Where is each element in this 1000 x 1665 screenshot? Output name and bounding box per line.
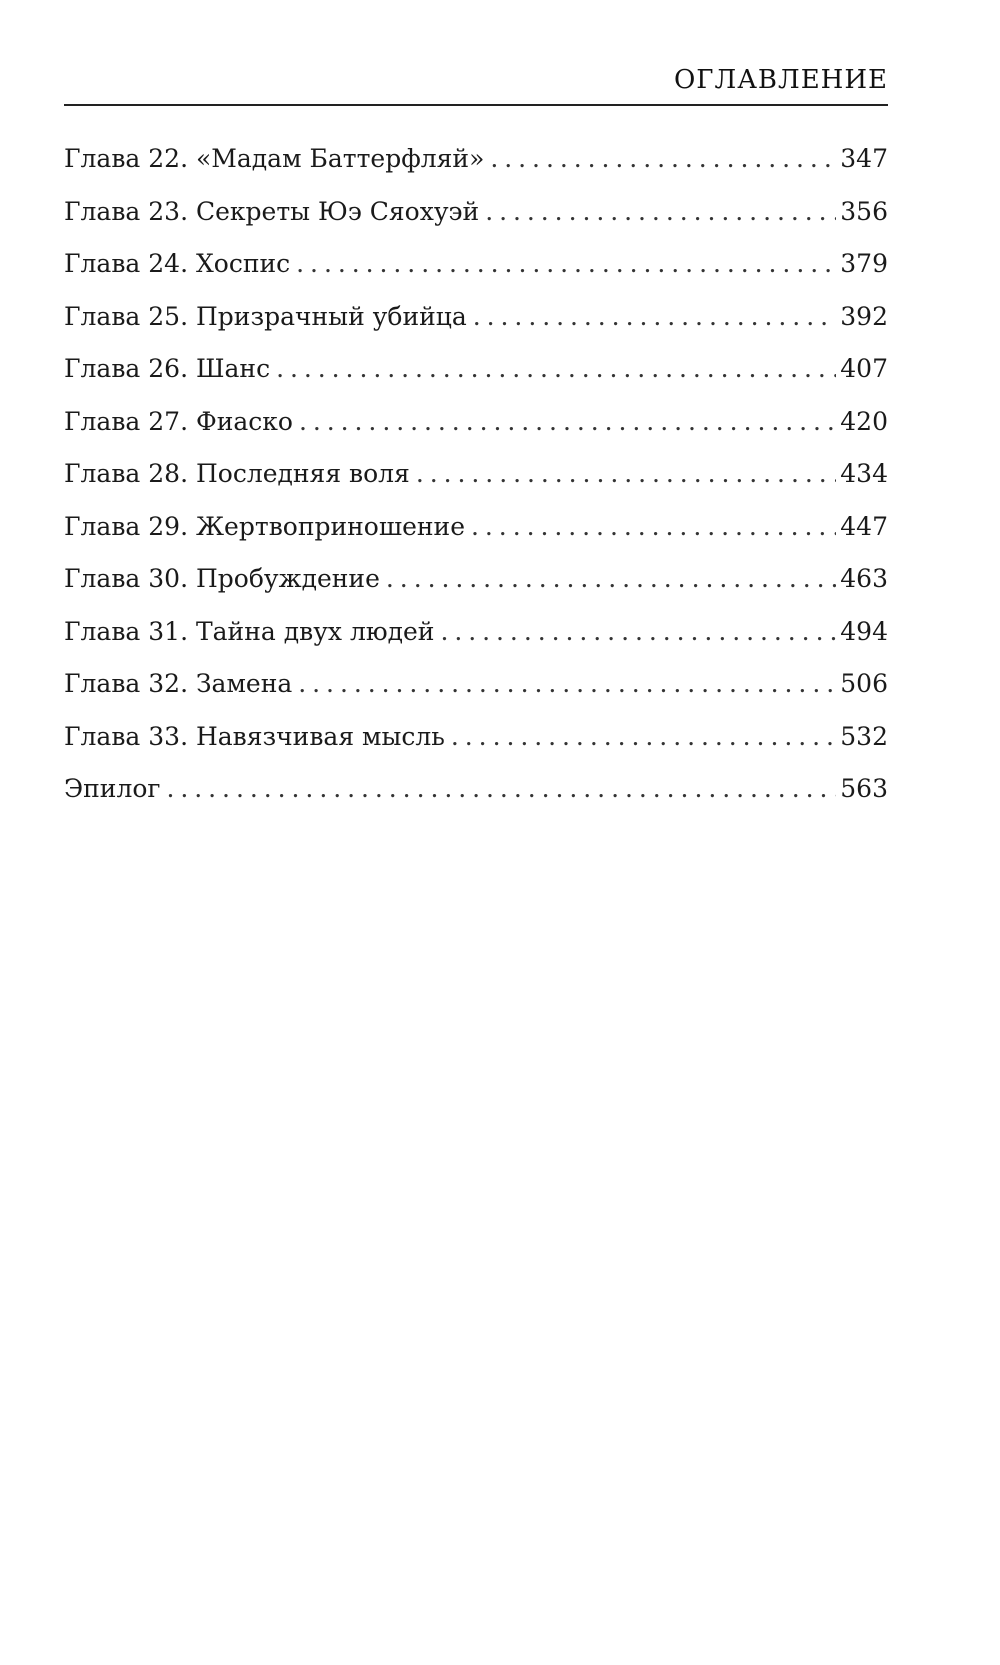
toc-entry-page: 506 [840, 669, 888, 698]
toc-entry-page: 347 [840, 144, 888, 173]
dot-leader [473, 300, 837, 334]
toc-entry-title: Глава 33. Навязчивая мысль [64, 721, 445, 751]
dot-leader [296, 247, 836, 281]
toc-entry-page: 463 [840, 564, 888, 593]
dot-leader [276, 352, 836, 386]
toc-entry-page: 447 [840, 511, 888, 541]
dot-leader [471, 510, 836, 544]
table-of-contents [64, 142, 888, 825]
toc-entry [64, 247, 888, 300]
toc-entry-page: 532 [840, 721, 888, 751]
toc-entry-title: Глава 27. Фиаско [64, 406, 293, 436]
toc-entry-title: Эпилог [64, 774, 161, 803]
toc-entry-title: Глава 30. Пробуждение [64, 564, 380, 593]
page-title: ОГЛАВЛЕНИЕ [673, 65, 888, 95]
toc-entry [64, 615, 888, 668]
toc-entry-title: Глава 26. Шанс [64, 354, 271, 383]
dot-leader [298, 667, 836, 701]
toc-entry-title: Глава 31. Тайна двух людей [64, 616, 435, 646]
toc-entry-title: Глава 24. Хоспис [64, 249, 291, 278]
toc-entry [64, 300, 888, 353]
toc-entry-title: Глава 23. Секреты Юэ Сяохуэй [64, 196, 480, 226]
toc-entry [64, 352, 888, 405]
toc-entry [64, 405, 888, 458]
toc-entry-page: 379 [840, 249, 888, 278]
toc-entry [64, 510, 888, 563]
toc-entry-page: 407 [840, 354, 888, 383]
toc-entry-title: Глава 32. Замена [64, 669, 293, 698]
dot-leader [490, 142, 836, 176]
running-head [64, 62, 888, 106]
toc-entry [64, 562, 888, 615]
dot-leader [299, 405, 836, 439]
toc-entry-page: 494 [840, 616, 888, 646]
toc-entry-page: 563 [840, 774, 888, 803]
toc-entry [64, 195, 888, 248]
toc-entry [64, 667, 888, 720]
toc-entry [64, 772, 888, 825]
toc-entry-title: Глава 28. Последняя воля [64, 459, 410, 488]
toc-entry-page: 356 [840, 196, 888, 226]
dot-leader [485, 195, 836, 229]
dot-leader [451, 720, 836, 754]
toc-entry-title: Глава 22. «Мадам Баттерфляй» [64, 144, 485, 173]
dot-leader [440, 615, 836, 649]
dot-leader [386, 562, 836, 596]
toc-entry [64, 457, 888, 510]
toc-entry [64, 142, 888, 195]
dot-leader [416, 457, 836, 491]
toc-entry [64, 720, 888, 773]
toc-entry-title: Глава 25. Призрачный убийца [64, 301, 467, 331]
toc-entry-page: 434 [840, 459, 888, 488]
toc-entry-title: Глава 29. Жертвоприношение [64, 511, 466, 541]
toc-entry-page: 392 [840, 301, 888, 331]
dot-leader [166, 772, 836, 806]
toc-entry-page: 420 [840, 406, 888, 436]
